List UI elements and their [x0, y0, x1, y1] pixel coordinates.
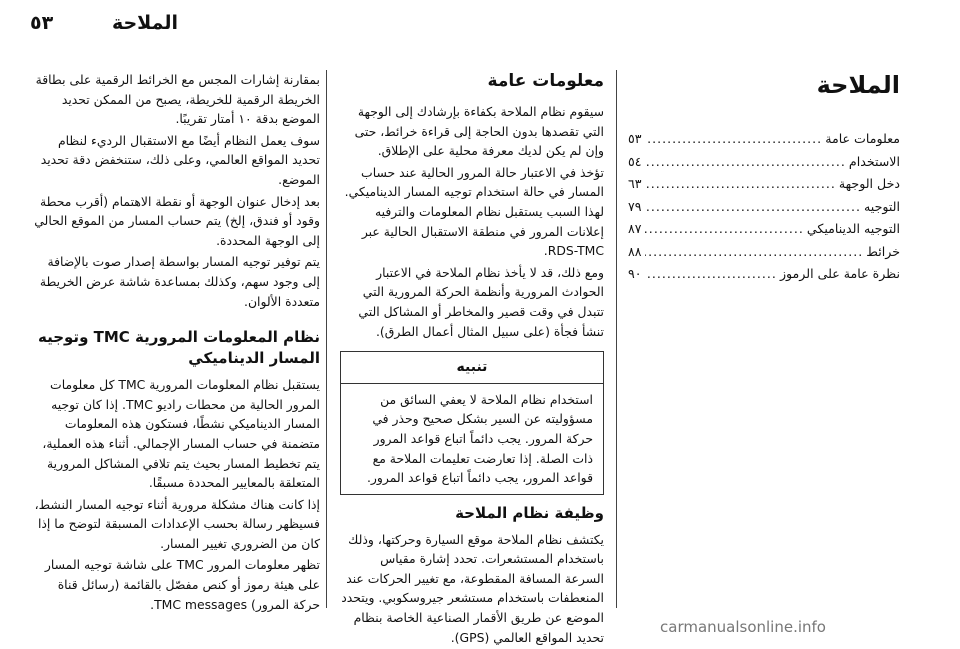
body-paragraph: يتم توفير توجيه المسار بواسطة إصدار صوت بالإضافة إلى وجود سهم، وكذلك بمساعدة شاشة عرض الخريطة متعددة الألوان.: [39, 254, 320, 309]
toc-column: [628, 70, 900, 286]
toc-leader: [645, 173, 836, 196]
toc-leader: [645, 151, 846, 174]
toc-leader: [645, 128, 823, 151]
subsection-title: نظام المعلومات المرورية TMC وتوجيه المسار الديناميكي: [38, 328, 320, 368]
body-paragraph: إذا كانت هناك مشكلة مرورية أثناء توجيه المسار النشط، فسيظهر رسالة بحسب الإعدادات المسبقة لتوضح ما إذا كان من الضروري تغيير المسار.: [34, 496, 320, 551]
toc-item-page: ٥٤: [628, 153, 642, 169]
toc-item-label: خرائط: [866, 243, 900, 259]
warning-box: [340, 351, 604, 495]
toc-item-page: ٥٣: [628, 131, 642, 146]
page-number: ٥٣: [30, 12, 54, 34]
toc-item[interactable]: [628, 218, 900, 241]
toc-item-label: نظرة عامة على الرموز: [779, 266, 900, 281]
toc-item-label: معلومات عامة: [825, 131, 900, 146]
body-paragraph: تؤخذ في الاعتبار حالة المرور الحالية عند حساب المسار في حالة استخدام توجيه المسار الديناميكي. لهذا السبب يستقبل نظام المعلومات والترفيه إعلانات المرور في منطقة الاستقبال الحالية عبر RDS-TMC.: [344, 164, 604, 259]
toc-leader: [645, 196, 861, 219]
toc-item-page: ٨٧: [628, 221, 642, 236]
body-paragraph: ومع ذلك، قد لا يأخذ نظام الملاحة في الاعتبار الحوادث المرورية وأنظمة الحركة المرورية التي تتبدل في وقت قصير والمخاطر أو المشاكل التي تنشأ فجأة (على سبيل المثال أعمال الطرق).: [358, 264, 604, 339]
toc-leader: [645, 241, 864, 264]
toc-item-label: التوجيه: [864, 198, 900, 214]
warning-text: استخدام نظام الملاحة لا يعفي السائق من مسؤوليته عن السير بشكل صحيح وحذر في حركة المرور. يجب دائماً اتباع قواعد المرور ذات الصلة. إذا تعارضت تعليمات الملاحة مع قواعد المرور، يجب دائماً اتباع قواعد المرور.: [366, 391, 593, 486]
toc-item[interactable]: [628, 263, 900, 286]
toc-item[interactable]: [628, 128, 900, 151]
chapter-title: الملاحة: [816, 71, 900, 99]
toc-item[interactable]: [628, 241, 900, 264]
toc-list: [628, 128, 900, 286]
toc-item-page: ٩٠: [628, 266, 642, 281]
body-paragraph: سيقوم نظام الملاحة بكفاءة بإرشادك إلى الوجهة التي تقصدها بدون الحاجة إلى قراءة خرائط، حتى وإن لم يكن لديك معرفة محلية على الإطلاق.: [354, 104, 604, 159]
toc-item-label: التوجيه الديناميكي: [806, 221, 900, 236]
general-info-column: [340, 70, 604, 649]
column-divider: [326, 70, 327, 608]
page-header: [0, 0, 960, 46]
watermark-text: carmanualsonline.info: [660, 618, 826, 636]
tmc-column: [30, 70, 320, 616]
body-paragraph: تظهر معلومات المرور TMC على شاشة توجيه المسار على هيئة رموز أو كنص مفصّل بالقائمة (رسائل قناة حركة المرور) TMC messages.: [44, 557, 320, 612]
body-paragraph: بعد إدخال عنوان الوجهة أو نقطة الاهتمام (أقرب محطة وقود أو فندق، إلخ) يتم حساب المسار من الموقع الحالي إلى الوجهة المحددة.: [34, 193, 320, 248]
toc-leader: [645, 218, 804, 241]
column-divider: [616, 70, 617, 608]
toc-item-label: دخل الوجهة: [838, 176, 900, 191]
toc-item-page: ٨٨: [628, 243, 642, 259]
toc-item[interactable]: [628, 173, 900, 196]
toc-item[interactable]: [628, 196, 900, 219]
running-title: الملاحة: [111, 12, 178, 34]
warning-heading: تنبيه: [341, 352, 603, 384]
toc-item[interactable]: [628, 151, 900, 174]
body-paragraph: سوف يعمل النظام أيضًا مع الاستقبال الرديء لنظام تحديد المواقع العالمي، وعلى ذلك، ستنخفض دقة تحديد الموضع.: [40, 132, 320, 187]
toc-item-label: الاستخدام: [848, 153, 900, 169]
body-paragraph: يكتشف نظام الملاحة موقع السيارة وحركتها، وذلك باستخدام المستشعرات. تحدد إشارة مقياس السرعة المسافة المقطوعة، مع تغيير الحركات عند المنعطفات باستخدام مستشعر جيروسكوبي. ويتحدد الموضع عن طريق الأقمار الصناعية الخاصة بنظام تحديد المواقع العالمي (GPS).: [341, 531, 604, 645]
body-paragraph: يستقبل نظام المعلومات المرورية TMC كل معلومات المرور الحالية من محطات راديو TMC. إذا كان توجيه المسار الديناميكي نشطًا، فستكون هذه المعلومات متضمنة في حساب المسار الإجمالي. أثناء هذه العملية، يتم تخطيط المسار بحيث يتم تلافي المشاكل المرورية المتعلقة بالمعايير المحددة مسبقًا.: [42, 377, 320, 491]
section-title: معلومات عامة: [487, 71, 604, 91]
body-paragraph: بمقارنة إشارات المجس مع الخرائط الرقمية على بطاقة الخريطة الرقمية للخريطة، يصبح من الممكن تحديد الموضع بدقة ١٠ أمتار تقريبًا.: [35, 72, 320, 127]
toc-item-page: ٧٩: [628, 198, 642, 214]
toc-leader: [645, 263, 777, 286]
subsection-title: وظيفة نظام الملاحة: [455, 503, 604, 522]
toc-item-page: ٦٣: [628, 176, 642, 191]
